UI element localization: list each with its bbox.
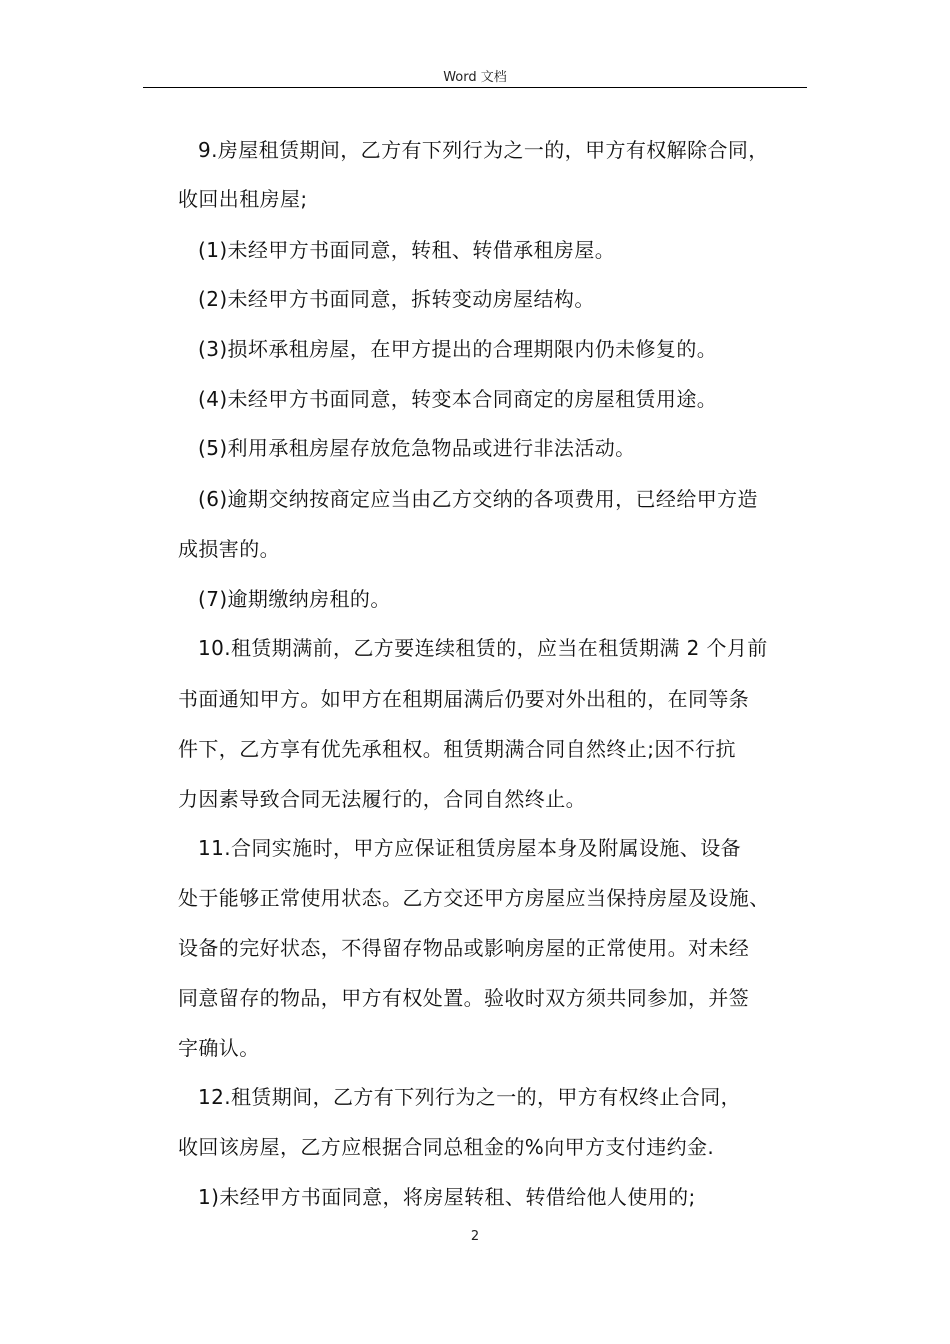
paragraph-line: (5)利用承租房屋存放危急物品或进行非法活动。 xyxy=(198,436,636,460)
paragraph-line: (1)未经甲方书面同意，转租、转借承租房屋。 xyxy=(198,238,616,262)
paragraph-line: 处于能够正常使用状态。乙方交还甲方房屋应当保持房屋及设施、 xyxy=(178,886,770,910)
paragraph-line: 字确认。 xyxy=(178,1036,260,1060)
paragraph-line: 同意留存的物品，甲方有权处置。验收时双方须共同参加，并签 xyxy=(178,986,750,1010)
paragraph-line: 12.租赁期间，乙方有下列行为之一的，甲方有权终止合同， xyxy=(198,1085,742,1109)
paragraph-line: 收回出租房屋; xyxy=(178,187,308,211)
page-number: 2 xyxy=(470,1229,480,1244)
paragraph-line: (6)逾期交纳按商定应当由乙方交纳的各项费用，已经给甲方造 xyxy=(198,487,758,511)
paragraph-line: 力因素导致合同无法履行的，合同自然终止。 xyxy=(178,787,586,811)
paragraph-line: 成损害的。 xyxy=(178,537,280,561)
paragraph-line: (3)损坏承租房屋，在甲方提出的合理期限内仍未修复的。 xyxy=(198,337,718,361)
paragraph-line: 10.租赁期满前，乙方要连续租赁的，应当在租赁期满 2 个月前 xyxy=(198,636,768,660)
paragraph-line: 11.合同实施时，甲方应保证租赁房屋本身及附属设施、设备 xyxy=(198,836,742,860)
paragraph-line: 设备的完好状态，不得留存物品或影响房屋的正常使用。对未经 xyxy=(178,936,750,960)
paragraph-line: (7)逾期缴纳房租的。 xyxy=(198,587,391,611)
paragraph-line: 9.房屋租赁期间，乙方有下列行为之一的，甲方有权解除合同， xyxy=(198,138,769,162)
header-divider xyxy=(143,87,807,88)
paragraph-line: 收回该房屋，乙方应根据合同总租金的%向甲方支付违约金. xyxy=(178,1135,715,1159)
paragraph-line: 件下，乙方享有优先承租权。租赁期满合同自然终止;因不行抗 xyxy=(178,737,736,761)
page-header-title: Word 文档 xyxy=(443,70,507,85)
paragraph-line: 1)未经甲方书面同意，将房屋转租、转借给他人使用的; xyxy=(198,1185,696,1209)
paragraph-line: (2)未经甲方书面同意，拆转变动房屋结构。 xyxy=(198,287,595,311)
paragraph-line: (4)未经甲方书面同意，转变本合同商定的房屋租赁用途。 xyxy=(198,387,718,411)
paragraph-line: 书面通知甲方。如甲方在租期届满后仍要对外出租的，在同等条 xyxy=(178,687,750,711)
